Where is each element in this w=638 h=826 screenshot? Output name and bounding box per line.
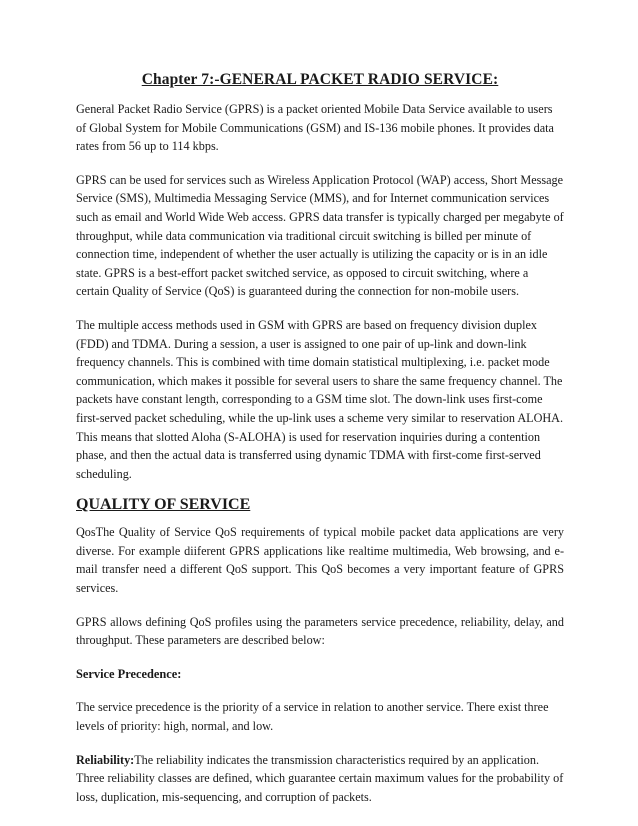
qos-paragraph-2: GPRS allows defining QoS profiles using the parameters service precedence, reliability, delay, and throughput. These parameters are described below: (76, 614, 564, 648)
paragraph-gap (76, 683, 564, 698)
intro-paragraph-1: General Packet Radio Service (GPRS) is a packet oriented Mobile Data Service available to users of Global System for Mobile Communications (GSM) and IS-136 mobile phones. It provides data rates from 56 up to 114 kbps. (76, 102, 554, 154)
intro-paragraph-3: The multiple access methods used in GSM with GPRS are based on frequency division duplex (FDD) and TDMA. During a session, a user is assigned to one pair of up-link and down-link frequency channels. This is combined with time domain statistical multiplexing, i.e. packet mode communication, which makes it possible for several users to share the same frequency channel. The packets have constant length, corresponding to a GSM time slot. The down-link uses first-come first-served packet scheduling, while the up-link uses a scheme very similar to reservation ALOHA. This means that slotted Aloha (S-ALOHA) is used for reservation inquiries during a contention phase, and then the actual data is transferred using dynamic TDMA with first-come first-served scheduling. (76, 317, 564, 481)
service-precedence-heading: Service Precedence: (76, 666, 182, 681)
chapter-title: Chapter 7:-GENERAL PACKET RADIO SERVICE: (141, 71, 499, 88)
paragraph-gap (76, 650, 564, 665)
paragraph-gap (76, 156, 564, 171)
qos-paragraph-1: QosThe Quality of Service QoS requirements of typical mobile packet data applications are very diverse. For example diiferent GPRS applications like realtime multimedia, Web browsing, and e-mail transfer need a different QoS support. This QoS becomes a very important feature of GPRS services. (76, 525, 564, 596)
service-precedence-text: The service precedence is the priority of a service in relation to another service. There exist three levels of priority: high, normal, and low. (76, 700, 549, 734)
intro-paragraph-2: GPRS can be used for services such as Wireless Application Protocol (WAP) access, Short Message Service (SMS), Multimedia Messaging Service (MMS), and for Internet communication services such as email and World Wide Web access. GPRS data transfer is typically charged per megabyte of throughput, while data communication via traditional circuit switching is billed per minute of connection time, independent of whether the user actually is utilizing the capacity or is in an idle state. GPRS is a best-effort packet switched service, as opposed to circuit switching, where a certain Quality of Service (QoS) is guaranteed during the connection for non-mobile users. (76, 172, 564, 299)
reliability-paragraph (76, 751, 564, 807)
qos-section-heading: QUALITY OF SERVICE (76, 496, 251, 514)
paragraph-gap (76, 598, 564, 613)
paragraph-gap (76, 301, 564, 316)
document-page (76, 70, 564, 806)
reliability-label: Reliability: (76, 752, 135, 767)
paragraph-gap (76, 736, 564, 751)
reliability-text: The reliability indicates the transmission characteristics required by an application. Three reliability classes are defined, which guarantee certain maximum values for the probability of loss, duplication, mis-sequencing, and corruption of packets. (76, 752, 564, 804)
